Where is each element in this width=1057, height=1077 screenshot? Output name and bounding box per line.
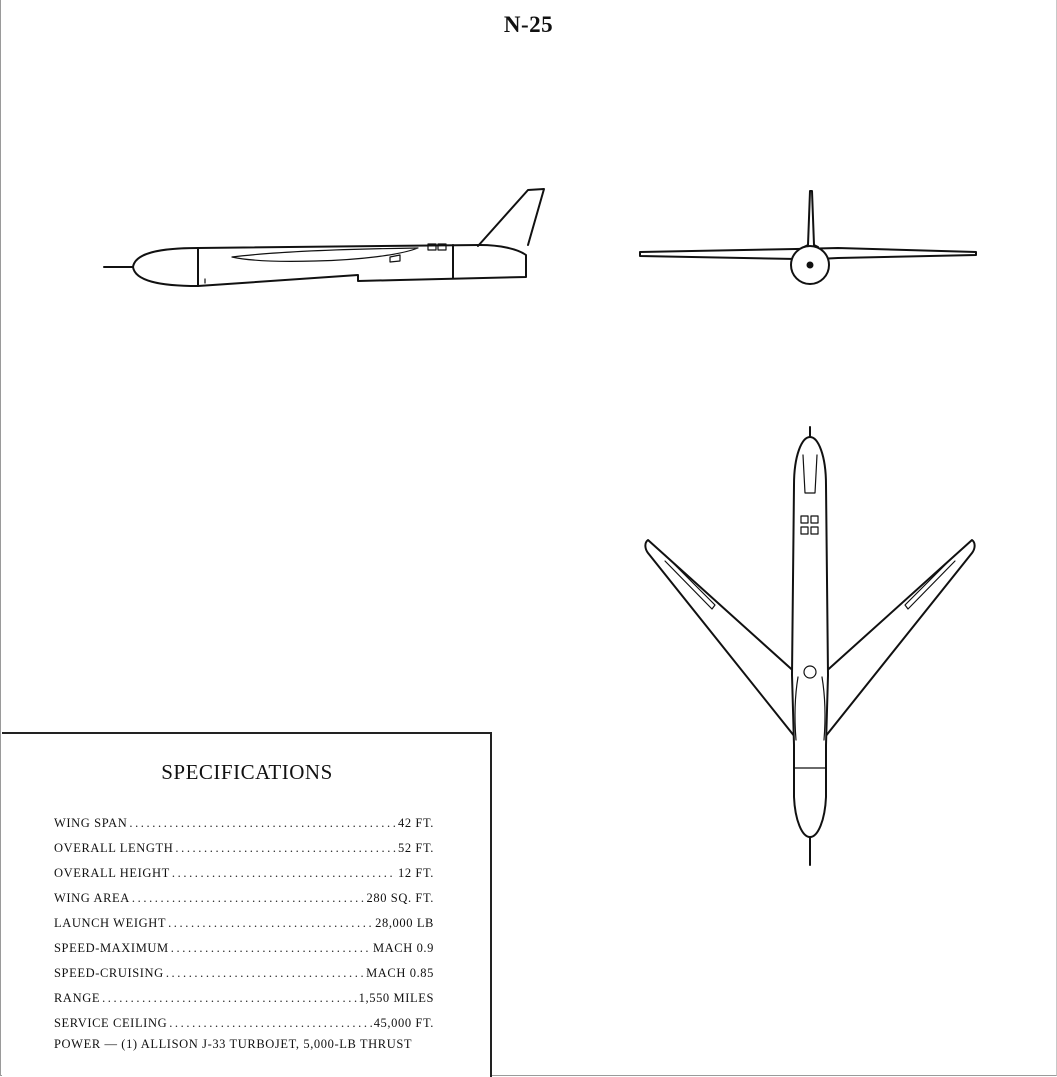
spec-value: MACH 0.9 bbox=[372, 941, 434, 955]
leader-dots bbox=[169, 1014, 372, 1032]
spec-row-range bbox=[54, 989, 434, 1007]
spec-value: 42 FT. bbox=[397, 816, 434, 830]
spec-label: SERVICE CEILING bbox=[54, 1016, 168, 1030]
spec-value: 45,000 FT. bbox=[373, 1016, 434, 1030]
spec-row-speed-maximum bbox=[54, 939, 434, 957]
spec-row-service-ceiling bbox=[54, 1014, 434, 1032]
spec-label: RANGE bbox=[54, 991, 101, 1005]
spec-label: WING SPAN bbox=[54, 816, 128, 830]
leader-dots bbox=[132, 889, 365, 907]
spec-label: SPEED-CRUISING bbox=[54, 966, 164, 980]
spec-label: LAUNCH WEIGHT bbox=[54, 916, 167, 930]
side-view-drawing bbox=[100, 185, 540, 290]
leader-dots bbox=[102, 989, 357, 1007]
front-view-drawing bbox=[638, 185, 980, 290]
spec-label: WING AREA bbox=[54, 891, 130, 905]
specifications-heading: SPECIFICATIONS bbox=[161, 760, 333, 784]
spec-row-launch-weight bbox=[54, 914, 434, 932]
spec-row-overall-height bbox=[54, 864, 434, 882]
spec-row-overall-length bbox=[54, 839, 434, 857]
spec-value: 52 FT. bbox=[397, 841, 434, 855]
leader-dots bbox=[168, 914, 373, 932]
leader-dots bbox=[129, 814, 396, 832]
leader-dots bbox=[166, 964, 364, 982]
leader-dots bbox=[175, 839, 396, 857]
spec-power: POWER — (1) ALLISON J-33 TURBOJET, 5,000-LB THRUST bbox=[54, 1037, 413, 1051]
spec-label: OVERALL HEIGHT bbox=[54, 866, 170, 880]
spec-row-wing-span bbox=[54, 814, 434, 832]
spec-row-wing-area bbox=[54, 889, 434, 907]
spec-value: MACH 0.85 bbox=[366, 966, 434, 980]
spec-label: SPEED-MAXIMUM bbox=[54, 941, 169, 955]
spec-value: 28,000 LB bbox=[375, 916, 434, 930]
spec-value: 12 FT. bbox=[397, 866, 434, 880]
spec-label: OVERALL LENGTH bbox=[54, 841, 174, 855]
leader-dots bbox=[172, 864, 396, 882]
leader-dots bbox=[171, 939, 371, 957]
spec-row-speed-cruising bbox=[54, 964, 434, 982]
page-title: N-25 bbox=[503, 12, 554, 37]
top-view-drawing bbox=[640, 425, 980, 870]
spec-value: 280 SQ. FT. bbox=[366, 891, 434, 905]
spec-value: 1,550 MILES bbox=[358, 991, 434, 1005]
